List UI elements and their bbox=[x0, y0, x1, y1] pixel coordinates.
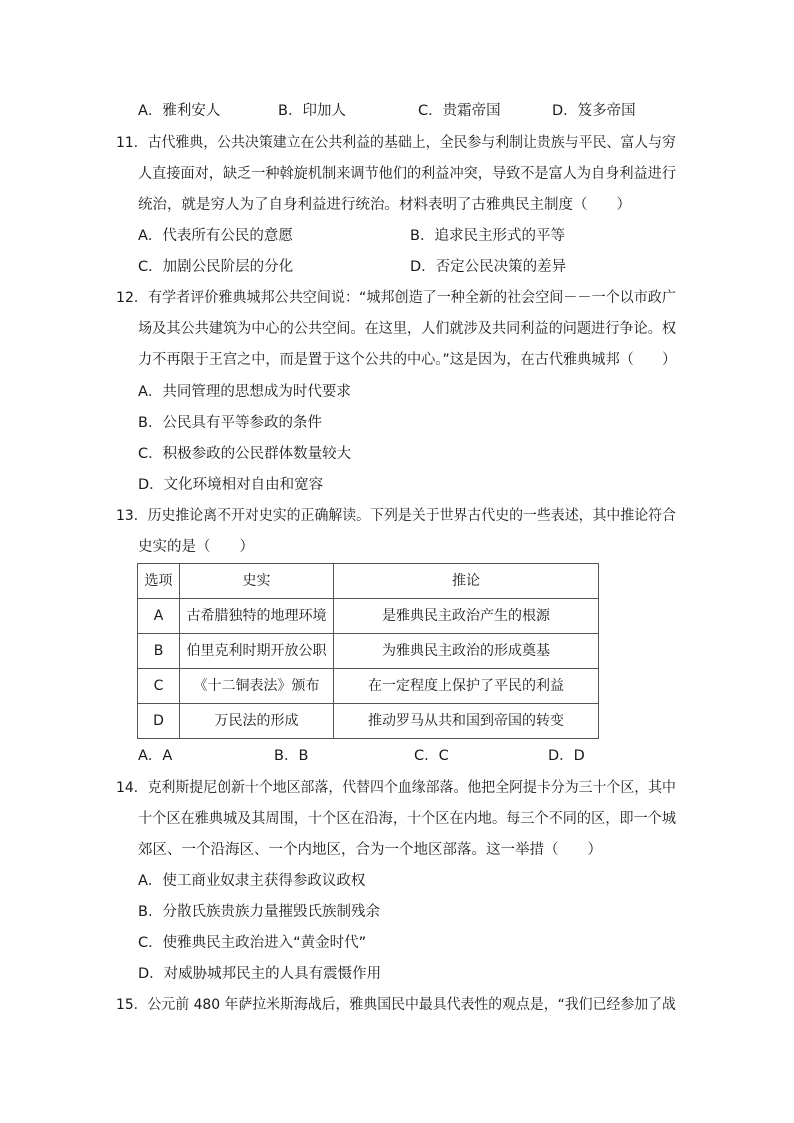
q12-stem-line-1: 12．有学者评价雅典城邦公共空间说：“城邦创造了一种全新的社会空间－－一个以市政广 bbox=[116, 290, 676, 306]
table-cell: C bbox=[138, 669, 180, 704]
q13-option-b: B．B bbox=[274, 748, 309, 764]
q14-stem-line-2: 十个区在雅典城及其周围，十个区在沿海，十个区在内地。每三个不同的区，即一个城 bbox=[138, 811, 676, 827]
q12-stem-line-2: 场及其公共建筑为中心的公共空间。在这里，人们就涉及共同利益的问题进行争论。权 bbox=[138, 321, 676, 337]
q12-option-c: C．积极参政的公民群体数量较大 bbox=[138, 446, 352, 462]
table-header-inference: 推论 bbox=[334, 564, 599, 599]
table-cell: 为雅典民主政治的形成奠基 bbox=[334, 634, 599, 669]
q11-option-b: B．追求民主形式的平等 bbox=[410, 228, 565, 244]
table-header-fact: 史实 bbox=[180, 564, 334, 599]
table-header-row bbox=[138, 564, 599, 599]
table-row bbox=[138, 599, 599, 634]
table-cell: 推动罗马从共和国到帝国的转变 bbox=[334, 704, 599, 739]
q11-option-d: D．否定公民决策的差异 bbox=[410, 259, 567, 275]
table-cell: B bbox=[138, 634, 180, 669]
q13-options bbox=[138, 741, 698, 772]
q14-option-c: C．使雅典民主政治进入“黄金时代” bbox=[138, 935, 367, 951]
q13-stem-line-1: 13．历史推论离不开对史实的正确解读。下列是关于世界古代史的一些表述，其中推论符合 bbox=[116, 508, 676, 524]
table-cell: 古希腊独特的地理环境 bbox=[180, 599, 334, 634]
q13-option-a: A．A bbox=[138, 748, 173, 764]
q12-stem-line-3: 力不再限于王宫之中，而是置于这个公共的中心。”这是因为，在古代雅典城邦（ ） bbox=[138, 352, 677, 368]
table-cell: 伯里克利时期开放公职 bbox=[180, 634, 334, 669]
table-cell: 是雅典民主政治产生的根源 bbox=[334, 599, 599, 634]
table-row bbox=[138, 634, 599, 669]
q10-option-a: A．雅利安人 bbox=[138, 103, 221, 119]
q11-options-row-2 bbox=[138, 252, 698, 283]
q13-table bbox=[137, 563, 599, 739]
q14-stem-line-1: 14．克利斯提尼创新十个地区部落，代替四个血缘部落。他把全阿提卡分为三十个区，其中 bbox=[116, 780, 676, 796]
q12-option-a: A．共同管理的思想成为时代要求 bbox=[138, 384, 351, 400]
q13-option-c: C．C bbox=[414, 748, 449, 764]
q13-stem-line-2: 史实的是（ ） bbox=[138, 539, 254, 555]
q10-options bbox=[138, 96, 698, 127]
table-cell: 万民法的形成 bbox=[180, 704, 334, 739]
table-header-option: 选项 bbox=[138, 564, 180, 599]
q15-stem-line-1: 15．公元前 480 年萨拉米斯海战后，雅典国民中最具代表性的观点是，“我们已经参加了战 bbox=[116, 997, 676, 1013]
q14-option-a: A．使工商业奴隶主获得参政议政权 bbox=[138, 873, 366, 889]
q11-stem-line-3: 统治，就是穷人为了自身利益进行统治。材料表明了古雅典民主制度（ ） bbox=[138, 197, 631, 213]
q14-option-d: D．对威胁城邦民主的人具有震慑作用 bbox=[138, 966, 382, 982]
table-cell: 《十二铜表法》颁布 bbox=[180, 669, 334, 704]
q12-option-b: B．公民具有平等参政的条件 bbox=[138, 415, 322, 431]
q10-option-b: B．印加人 bbox=[278, 103, 346, 119]
q11-option-c: C．加剧公民阶层的分化 bbox=[138, 259, 294, 275]
q11-options-row-1 bbox=[138, 221, 698, 252]
q11-stem-line-2: 人直接面对，缺乏一种斡旋机制来调节他们的利益冲突，导致不是富人为自身利益进行 bbox=[138, 166, 676, 182]
table-row bbox=[138, 704, 599, 739]
q14-option-b: B．分散氏族贵族力量摧毁氏族制残余 bbox=[138, 904, 380, 920]
table-cell: D bbox=[138, 704, 180, 739]
table-cell: A bbox=[138, 599, 180, 634]
q11-stem-line-1: 11．古代雅典，公共决策建立在公共利益的基础上，全民参与利制让贵族与平民、富人与穷 bbox=[116, 135, 676, 151]
q10-option-d: D．笈多帝国 bbox=[552, 103, 636, 119]
q14-stem-line-3: 郊区、一个沿海区、一个内地区，合为一个地区部落。这一举措（ ） bbox=[138, 842, 602, 858]
table-cell: 在一定程度上保护了平民的利益 bbox=[334, 669, 599, 704]
q11-option-a: A．代表所有公民的意愿 bbox=[138, 228, 293, 244]
q12-option-d: D．文化环境相对自由和宽容 bbox=[138, 477, 324, 493]
table-row bbox=[138, 669, 599, 704]
q13-option-d: D．D bbox=[548, 748, 585, 764]
q10-option-c: C．贵霜帝国 bbox=[418, 103, 501, 119]
